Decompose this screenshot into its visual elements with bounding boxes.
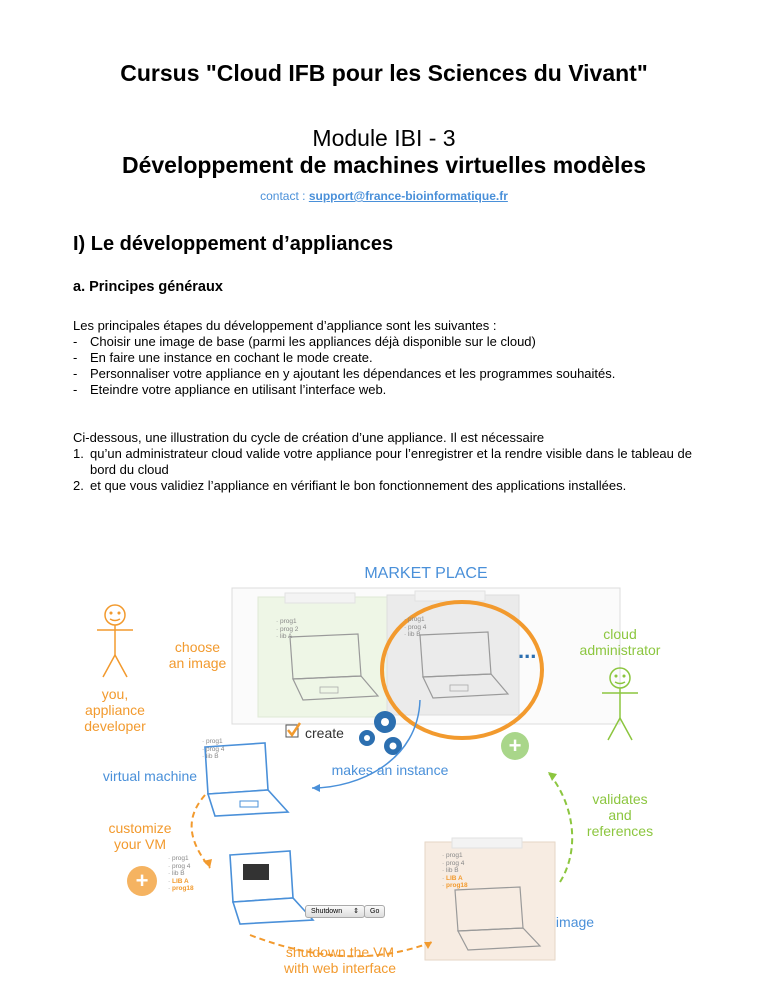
label-line: administrator <box>579 642 661 658</box>
image-label: image <box>555 914 595 930</box>
go-button[interactable]: Go <box>364 905 385 918</box>
makes-instance-label: makes an instance <box>331 762 449 778</box>
cloud-admin-label <box>560 626 680 658</box>
choose-label <box>150 639 245 671</box>
label-line: your VM <box>113 836 167 852</box>
contact-label: contact : <box>260 189 306 203</box>
list-item: · lib B <box>404 631 421 638</box>
admin-plus-icon: + <box>508 733 522 758</box>
custom-laptop <box>230 851 313 924</box>
validates-label <box>570 791 670 839</box>
steps-intro: Les principales étapes du développement d’appliance sont les suivantes : <box>73 318 497 333</box>
contact-line <box>0 189 768 203</box>
label-line: cloud <box>603 626 637 642</box>
steps-list <box>73 334 713 398</box>
section-heading: I) Le développement d’appliances <box>73 233 394 255</box>
customize-plus-icon: + <box>135 868 149 893</box>
list-item: · prog 4 <box>404 623 427 631</box>
custom-list <box>168 855 194 893</box>
list-item: - En faire une instance en cochant le mode create. <box>73 350 713 366</box>
label-line: validates <box>592 791 648 807</box>
list-item: · prog18 <box>442 882 468 889</box>
shutdown-select-value: Shutdown <box>311 908 343 915</box>
label-line: customize <box>108 820 172 836</box>
label-line: you, <box>101 686 129 702</box>
document-title: Cursus "Cloud IFB pour les Sciences du Vivant" <box>120 60 648 86</box>
list-item <box>73 446 713 478</box>
cycle-intro: Ci-dessous, une illustration du cycle de création d’une appliance. Il est nécessaire <box>73 430 545 445</box>
list-item: · lib B <box>168 870 185 877</box>
image-list <box>442 852 468 890</box>
list-item: · prog 4 <box>442 859 465 867</box>
list-item: · prog1 <box>404 616 425 623</box>
label-line: with web interface <box>283 960 397 976</box>
list-item: · prog1 <box>168 855 189 862</box>
list-item: · prog1 <box>442 852 463 859</box>
list-item: · prog 2 <box>276 625 299 633</box>
list-item: · lib B <box>202 753 219 760</box>
label-line: and <box>608 807 632 823</box>
label-line: shutdown the VM <box>285 944 395 960</box>
list-item <box>73 478 713 494</box>
list-item: - Choisir une image de base (parmi les appliances déjà disponible sur le cloud) <box>73 334 713 350</box>
steps-block <box>73 318 713 398</box>
market-card-1 <box>258 593 390 717</box>
customize-label <box>85 820 195 852</box>
list-item: - Eteindre votre appliance en utilisant l’interface web. <box>73 382 713 398</box>
shutdown-select[interactable] <box>305 905 365 918</box>
card1-list <box>276 618 298 641</box>
list-number: 2. <box>73 478 84 493</box>
virtual-machine-label: virtual machine <box>102 768 198 784</box>
list-item: · lib A <box>276 633 293 640</box>
list-item: · prog1 <box>202 738 223 745</box>
list-text: et que vous validiez l’appliance en vérifiant le bon fonctionnement des applications installées. <box>90 478 627 493</box>
list-item: · LIB A <box>442 874 463 882</box>
module-subtitle: Développement de machines virtuelles modèles <box>121 152 647 178</box>
market-place-title: MARKET PLACE <box>364 565 488 582</box>
list-item: - Personnaliser votre appliance en y ajoutant les dépendances et les programmes souhaités. <box>73 366 713 382</box>
label-line: an image <box>168 655 227 671</box>
list-item: · prog 4 <box>168 862 191 870</box>
numbered-list <box>73 446 713 494</box>
developer-figure <box>97 605 133 677</box>
vm-list <box>202 738 224 761</box>
label-line: developer <box>84 718 146 734</box>
card2-list <box>404 616 426 639</box>
label-line: references <box>586 823 654 839</box>
list-number: 1. <box>73 446 84 461</box>
label-line: appliance <box>85 702 145 718</box>
list-item: · prog 4 <box>202 745 225 753</box>
subsection-heading: a. Principes généraux <box>73 279 223 295</box>
list-item: · lib B <box>442 867 459 874</box>
list-item: · LIB A <box>168 877 189 885</box>
label-line: choose <box>174 639 221 655</box>
cycle-block <box>73 430 713 494</box>
list-item: · prog18 <box>168 885 194 892</box>
module-label: Module IBI - 3 <box>312 125 456 151</box>
select-arrows-icon: ⇕ <box>353 908 359 915</box>
developer-label <box>55 686 175 734</box>
more-ellipsis: ... <box>518 638 537 663</box>
shutdown-label <box>270 944 410 976</box>
create-label: create <box>305 725 344 741</box>
list-item: · prog1 <box>276 618 297 625</box>
contact-email-link[interactable]: support@france-bioinformatique.fr <box>308 189 508 203</box>
list-text: qu’un administrateur cloud valide votre appliance pour l’enregistrer et la rendre visible dans le tableau de bord du cloud <box>90 446 692 477</box>
